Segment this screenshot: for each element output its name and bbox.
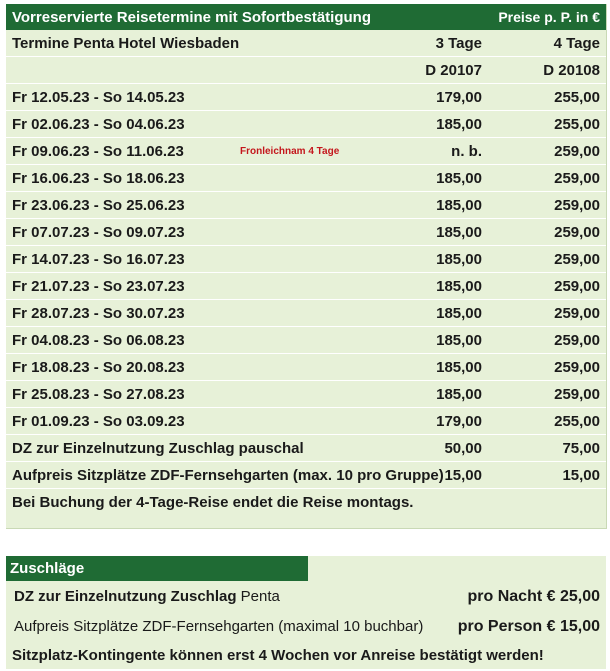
surcharge-single-label-plain: Penta [236, 588, 280, 605]
single-room-label: DZ zur Einzelnutzung Zuschlag pauschal [12, 440, 304, 457]
row-dates: Fr 28.07.23 - So 30.07.23 [12, 305, 185, 322]
table-header [6, 4, 606, 30]
row-price-3-days: 185,00 [436, 359, 482, 376]
single-room-price-4: 75,00 [562, 440, 600, 457]
row-dates: Fr 07.07.23 - So 09.07.23 [12, 224, 185, 241]
surcharges-title: Zuschläge [6, 556, 308, 581]
surcharge-single-label [14, 583, 280, 610]
col-3-days: 3 Tage [435, 35, 482, 52]
surcharges-box [6, 556, 606, 669]
surcharge-row-seats [6, 613, 606, 640]
seat-surcharge-price-3: 15,00 [444, 467, 482, 484]
surcharge-single-label-bold: DZ zur Einzelnutzung Zuschlag [14, 588, 237, 605]
row-price-4-days: 255,00 [554, 116, 600, 133]
row-price-4-days: 259,00 [554, 224, 600, 241]
row-dates: Fr 14.07.23 - So 16.07.23 [12, 251, 185, 268]
seat-surcharge-row [6, 462, 606, 489]
row-price-3-days: 185,00 [436, 197, 482, 214]
row-price-4-days: 259,00 [554, 251, 600, 268]
row-dates: Fr 18.08.23 - So 20.08.23 [12, 359, 185, 376]
table-footnote: Bei Buchung der 4-Tage-Reise endet die Reise montags. [12, 494, 414, 511]
table-row [6, 192, 606, 219]
single-room-price-3: 50,00 [444, 440, 482, 457]
row-price-4-days: 255,00 [554, 89, 600, 106]
table-row [6, 165, 606, 192]
row-dates: Fr 25.08.23 - So 27.08.23 [12, 386, 185, 403]
row-dates: Fr 02.06.23 - So 04.06.23 [12, 116, 185, 133]
row-dates: Fr 21.07.23 - So 23.07.23 [12, 278, 185, 295]
row-price-4-days: 259,00 [554, 143, 600, 160]
row-price-3-days: 179,00 [436, 89, 482, 106]
surcharge-footnote-row [6, 642, 606, 669]
surcharge-seats-label: Aufpreis Sitzplätze ZDF-Fernsehgarten (maximal 10 buchbar) [14, 618, 424, 635]
hotel-row [6, 30, 606, 57]
table-row [6, 111, 606, 138]
surcharge-seats-price: pro Person € 15,00 [457, 618, 600, 635]
table-row [6, 138, 606, 165]
col-4-days: 4 Tage [553, 35, 600, 52]
row-dates: Fr 09.06.23 - So 11.06.23 [12, 143, 184, 160]
row-price-3-days: 185,00 [436, 224, 482, 241]
single-room-row [6, 435, 606, 462]
table-row [6, 354, 606, 381]
table-row [6, 273, 606, 300]
seat-surcharge-label: Aufpreis Sitzplätze ZDF-Fernsehgarten (max. 10 pro Gruppe) [12, 467, 444, 484]
row-note: Fronleichnam 4 Tage [240, 146, 340, 157]
row-price-3-days: 185,00 [436, 305, 482, 322]
row-price-4-days: 259,00 [554, 332, 600, 349]
code-3-days: D 20107 [425, 62, 482, 79]
row-price-4-days: 259,00 [554, 359, 600, 376]
footnote-row [6, 489, 606, 516]
price-note: Preise p. P. in € [498, 9, 600, 25]
surcharge-row-single [6, 583, 606, 610]
row-price-3-days: 185,00 [436, 251, 482, 268]
row-dates: Fr 04.08.23 - So 06.08.23 [12, 332, 185, 349]
table-row [6, 84, 606, 111]
table-row [6, 381, 606, 408]
table-row [6, 219, 606, 246]
code-4-days: D 20108 [543, 62, 600, 79]
code-row [6, 57, 606, 84]
row-price-3-days: 185,00 [436, 332, 482, 349]
row-price-4-days: 255,00 [554, 413, 600, 430]
row-price-4-days: 259,00 [554, 197, 600, 214]
travel-dates-table [6, 4, 607, 529]
row-price-3-days: 179,00 [436, 413, 482, 430]
row-price-4-days: 259,00 [554, 170, 600, 187]
table-row [6, 408, 606, 435]
table-row [6, 246, 606, 273]
table-row [6, 300, 606, 327]
row-price-4-days: 259,00 [554, 305, 600, 322]
surcharge-single-price: pro Nacht € 25,00 [467, 588, 600, 605]
surcharge-footnote: Sitzplatz-Kontingente können erst 4 Wochen vor Anreise bestätigt werden! [12, 647, 544, 664]
row-price-3-days: 185,00 [436, 116, 482, 133]
row-price-4-days: 259,00 [554, 386, 600, 403]
date-rows [6, 84, 606, 435]
row-price-3-days: 185,00 [436, 386, 482, 403]
table-title: Vorreservierte Reisetermine mit Sofortbestätigung [12, 8, 371, 26]
row-price-3-days: n. b. [451, 143, 482, 160]
table-row [6, 327, 606, 354]
row-dates: Fr 01.09.23 - So 03.09.23 [12, 413, 185, 430]
hotel-label: Termine Penta Hotel Wiesbaden [12, 35, 240, 52]
row-dates: Fr 12.05.23 - So 14.05.23 [12, 89, 185, 106]
row-dates: Fr 16.06.23 - So 18.06.23 [12, 170, 185, 187]
row-price-3-days: 185,00 [436, 170, 482, 187]
row-dates: Fr 23.06.23 - So 25.06.23 [12, 197, 185, 214]
row-price-3-days: 185,00 [436, 278, 482, 295]
row-price-4-days: 259,00 [554, 278, 600, 295]
seat-surcharge-price-4: 15,00 [562, 467, 600, 484]
